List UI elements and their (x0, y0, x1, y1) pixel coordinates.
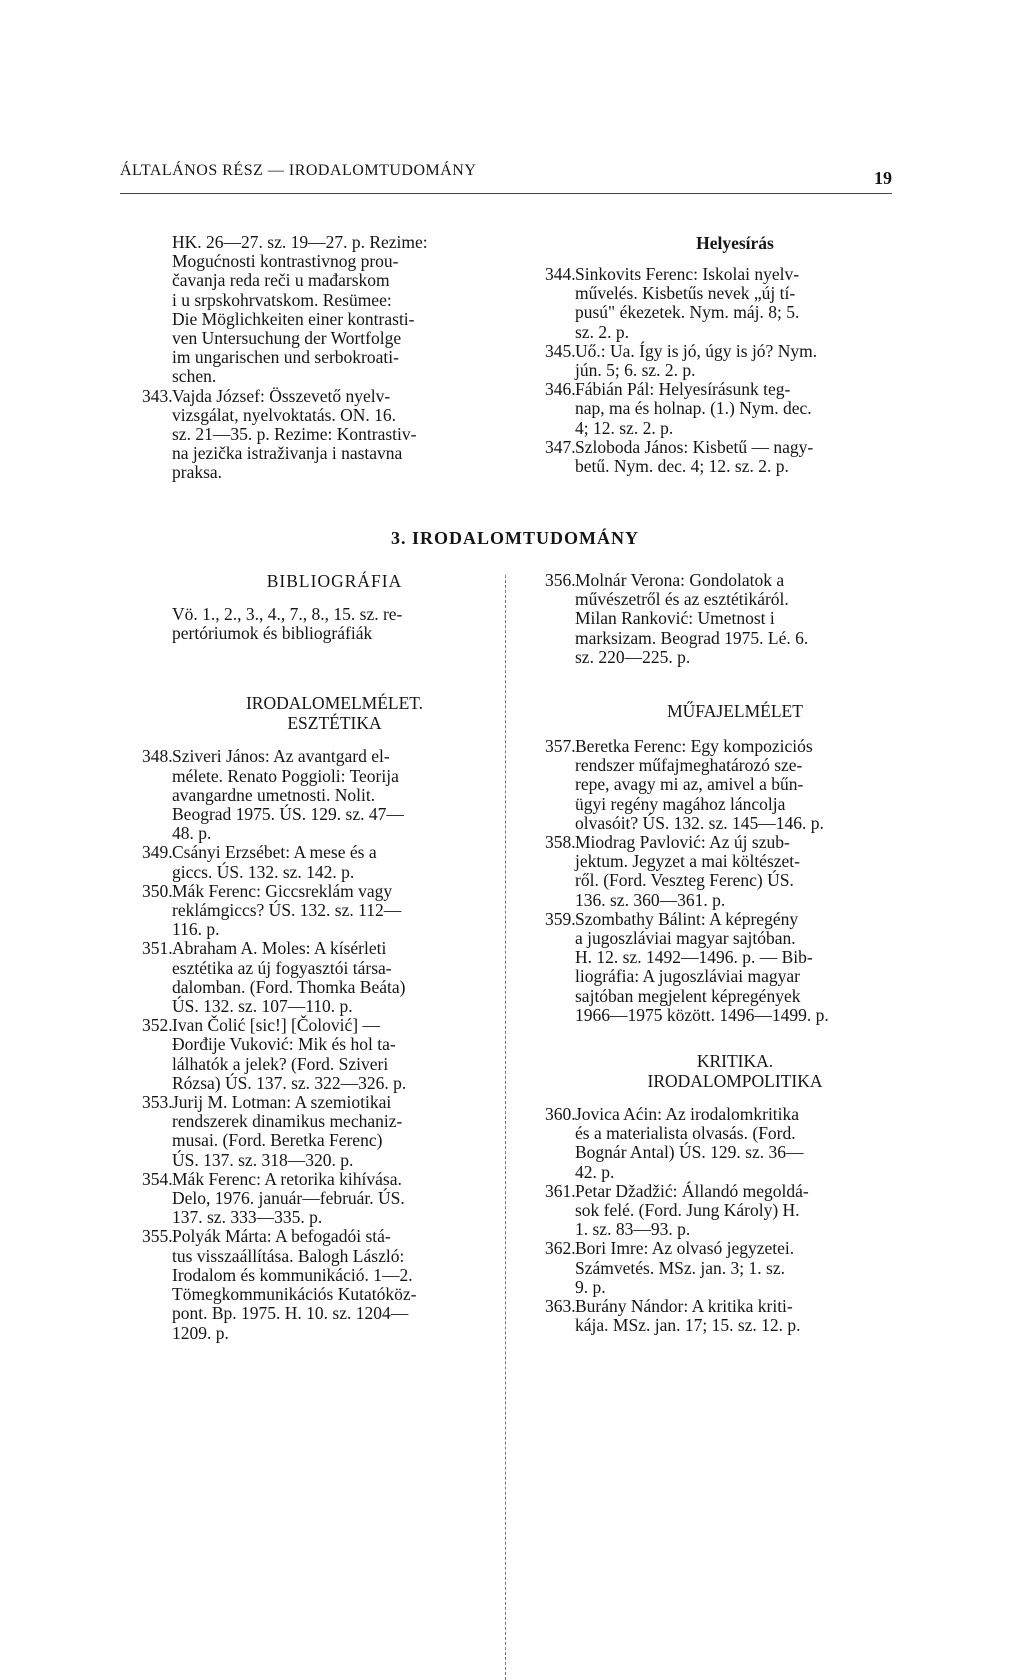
entry-number: 352. (142, 1015, 173, 1036)
top-right-column (545, 233, 895, 477)
entry-number: 357. (545, 736, 576, 757)
text-line: Fábián Pál: Helyesírásunk teg- (575, 379, 791, 400)
text-line: sok felé. (Ford. Jung Károly) H. (575, 1200, 800, 1221)
text-line: schen. (172, 366, 217, 387)
text-line: HK. 26—27. sz. 19—27. p. Rezime: (172, 232, 428, 252)
bibliography-entry (142, 842, 497, 882)
text-line: tus visszaállítása. Balogh László: (172, 1245, 405, 1266)
text-line: Tömegkommunikációs Kutatóköz- (172, 1284, 417, 1305)
entry-number: 348. (142, 746, 173, 767)
text-line: Szloboda János: Kisbetű — nagy- (575, 436, 814, 457)
bibliography-entry (545, 1238, 895, 1297)
entry-343 (142, 385, 497, 483)
text-line: Mák Ferenc: A retorika kihívása. (172, 1168, 402, 1189)
text-line: 42. p. (575, 1161, 615, 1182)
text-line: Irodalom és kommunikáció. 1—2. (172, 1264, 413, 1285)
kritika-heading (575, 1051, 895, 1091)
top-left-column (142, 232, 497, 483)
text-line: im ungarischen und serbokroati- (172, 347, 399, 368)
text-line: lálhatók a jelek? (Ford. Sziveri (172, 1053, 389, 1074)
text-line: Jovica Aćin: Az irodalomkritika (575, 1104, 800, 1125)
bibliography-entry (545, 1180, 895, 1240)
bibliography-entry (142, 1226, 497, 1343)
irodalomelmelet-entries (142, 746, 497, 1343)
text-line: H. 12. sz. 1492—1496. p. — Bib- (575, 947, 813, 968)
text-line: čavanja reda reči u mađarskom (172, 270, 390, 291)
text-line: nap, ma és holnap. (1.) Nym. dec. (575, 398, 812, 419)
text-line: Mák Ferenc: Giccsreklám vagy (172, 880, 393, 901)
text-line: Abraham A. Moles: A kísérleti (172, 938, 387, 959)
bibliography-entry (545, 436, 895, 477)
text-line: reklámgiccs? ÚS. 132. sz. 112— (172, 900, 402, 921)
text-line: pont. Bp. 1975. H. 10. sz. 1204— (172, 1303, 409, 1324)
text-line: betű. Nym. dec. 4; 12. sz. 2. p. (575, 456, 789, 477)
text-line: Bognár Antal) ÚS. 129. sz. 36— (575, 1142, 804, 1163)
text-line: giccs. ÚS. 132. sz. 142. p. (172, 861, 355, 882)
bibliography-entry (142, 1168, 497, 1228)
entry-number: 361. (545, 1180, 576, 1201)
text-line: repe, avagy mi az, amivel a bűn- (575, 774, 804, 795)
mufajelmelet-heading: MŰFAJELMÉLET (667, 701, 803, 722)
text-line: na jezička istraživanja i nastavna (172, 443, 403, 464)
text-line: ügyi regény magához láncolja (575, 793, 786, 814)
entry-number: 349. (142, 842, 173, 863)
text-line: Đorđije Vuković: Mik és hol ta- (172, 1034, 396, 1055)
heading-line: IRODALOMPOLITIKA (647, 1071, 823, 1092)
text-line: művészetről és az esztétikáról. (575, 589, 789, 610)
text-line: Miodrag Pavlović: Az új szub- (575, 832, 790, 853)
lower-left-column (142, 571, 497, 1343)
text-line: pertóriumok és bibliográfiák (172, 623, 373, 644)
text-line: Bori Imre: Az olvasó jegyzetei. (575, 1238, 795, 1259)
entry-number: 353. (142, 1092, 173, 1113)
bibliography-entry (142, 1015, 497, 1093)
text-line: pusú" ékezetek. Nym. máj. 8; 5. (575, 302, 800, 323)
entry-number: 355. (142, 1226, 173, 1247)
text-line: Sziveri János: Az avantgard el- (172, 746, 390, 767)
bibliography-entry (142, 1092, 497, 1170)
mufajelmelet-entries (545, 736, 895, 1025)
text-line: Vö. 1., 2., 3., 4., 7., 8., 15. sz. re- (172, 604, 403, 624)
text-line: olvasóit? ÚS. 132. sz. 145—146. p. (575, 812, 824, 833)
entry-number: 363. (545, 1296, 576, 1317)
heading-line: IRODALOMELMÉLET. (245, 693, 424, 714)
bibliography-entry (142, 938, 497, 1017)
text-line: ről. (Ford. Veszteg Ferenc) ÚS. (575, 870, 794, 891)
text-line: rendszerek dinamikus mechaniz- (172, 1111, 403, 1132)
text-line: Polyák Márta: A befogadói stá- (172, 1226, 391, 1247)
header-rule (120, 193, 892, 194)
text-line: Die Möglichkeiten einer kontrasti- (172, 308, 415, 329)
bibliography-entry (545, 264, 895, 342)
text-line: esztétika az új fogyasztói társa- (172, 957, 392, 978)
helyesiras-entries (545, 264, 895, 477)
entry-number: 347. (545, 436, 576, 457)
text-line: Molnár Verona: Gondolatok a (575, 570, 785, 590)
bibliography-entry (545, 1104, 895, 1182)
bibliography-entry (545, 379, 895, 438)
text-line: marksizam. Beograd 1975. Lé. 6. (575, 627, 809, 648)
text-line: 1. sz. 83—93. p. (575, 1219, 691, 1240)
text-line: vizsgálat, nyelvoktatás. ON. 16. (172, 404, 397, 425)
text-line: és a materialista olvasás. (Ford. (575, 1123, 796, 1144)
text-line: 137. sz. 333—335. p. (172, 1207, 323, 1228)
bibliografia-heading: BIBLIOGRÁFIA (266, 571, 403, 591)
text-line: mélete. Renato Poggioli: Teorija (172, 765, 399, 786)
text-line: Beograd 1975. ÚS. 129. sz. 47— (172, 804, 404, 825)
text-line: ÚS. 137. sz. 318—320. p. (172, 1149, 354, 1170)
entry-number: 360. (545, 1104, 576, 1125)
text-line: sz. 220—225. p. (575, 646, 691, 667)
continued-entry (172, 233, 497, 387)
text-line: 1209. p. (172, 1322, 229, 1343)
text-line: ÚS. 132. sz. 107—110. p. (172, 996, 353, 1017)
bibliography-entry (545, 736, 895, 833)
text-line: rendszer műfajmeghatározó sze- (575, 755, 803, 776)
irodalomelmelet-heading (172, 693, 497, 733)
text-line: ven Untersuchung der Wortfolge (172, 328, 402, 349)
text-line: 1966—1975 között. 1496—1499. p. (575, 1004, 829, 1025)
text-line: sz. 21—35. p. Rezime: Kontrastiv- (172, 424, 417, 445)
text-line: Rózsa) ÚS. 137. sz. 322—326. p. (172, 1072, 407, 1093)
text-line: liográfia: A jugoszláviai magyar (575, 966, 801, 987)
bibliography-entry (545, 1296, 895, 1336)
text-line: 9. p. (575, 1276, 606, 1297)
page-number: 19 (874, 168, 892, 188)
text-line: Burány Nándor: A kritika kriti- (575, 1296, 793, 1317)
text-line: Beretka Ferenc: Egy kompoziciós (575, 736, 813, 757)
text-line: Vajda József: Összevető nyelv- (172, 385, 391, 406)
text-line: Csányi Erzsébet: A mese és a (172, 842, 377, 863)
entry-number: 351. (142, 938, 173, 959)
text-line: Milan Ranković: Umetnost i (575, 608, 775, 629)
helyesiras-heading: Helyesírás (696, 233, 774, 253)
text-line: a jugoszláviai magyar sajtóban. (575, 928, 796, 949)
text-line: jún. 5; 6. sz. 2. p. (575, 360, 696, 381)
lower-right-column (545, 570, 895, 1336)
entry-number: 343. (142, 385, 173, 406)
text-line: Számvetés. MSz. jan. 3; 1. sz. (575, 1257, 785, 1278)
entry-number: 356. (545, 570, 576, 590)
text-line: i u srpskohrvatskom. Resümee: (172, 289, 392, 310)
bibliography-entry (545, 832, 895, 910)
running-head: ÁLTALÁNOS RÉSZ — IRODALOMTUDOMÁNY (120, 162, 477, 179)
text-line: Uő.: Ua. Így is jó, úgy is jó? Nym. (575, 340, 818, 361)
text-line: jektum. Jegyzet a mai költészet- (575, 851, 800, 872)
text-line: 48. p. (172, 823, 212, 844)
section-title: 3. IRODALOMTUDOMÁNY (391, 528, 639, 548)
entry-number: 344. (545, 264, 576, 284)
text-line: Sinkovits Ferenc: Iskolai nyelv- (575, 264, 800, 284)
text-line: Jurij M. Lotman: A szemiotikai (172, 1092, 392, 1113)
text-line: avangardne umetnosti. Nolit. (172, 784, 376, 805)
entry-356 (545, 570, 895, 667)
bibliography-entry (142, 880, 497, 940)
text-line: musai. (Ford. Beretka Ferenc) (172, 1130, 383, 1151)
text-line: kája. MSz. jan. 17; 15. sz. 12. p. (575, 1315, 801, 1336)
bibliography-entry (142, 746, 497, 844)
heading-line: ESZTÉTIKA (287, 713, 382, 734)
entry-number: 350. (142, 880, 173, 901)
text-line: Szombathy Bálint: A képregény (575, 908, 799, 929)
text-line: Delo, 1976. január—február. ÚS. (172, 1188, 405, 1209)
text-line: praksa. (172, 462, 223, 483)
entry-number: 346. (545, 379, 576, 400)
text-line: dalomban. (Ford. Thomka Beáta) (172, 976, 406, 997)
column-divider (505, 575, 506, 1680)
heading-line: KRITIKA. (696, 1051, 774, 1072)
text-line: Ivan Čolić [sic!] [Čolović] — (172, 1015, 381, 1036)
text-line: művelés. Kisbetűs nevek „új tí- (575, 283, 796, 304)
entry-number: 345. (545, 340, 576, 361)
text-line: sajtóban megjelent képregények (575, 985, 801, 1006)
entry-number: 362. (545, 1238, 576, 1259)
text-line: Petar Džadžić: Állandó megoldá- (575, 1180, 809, 1201)
entry-number: 358. (545, 832, 576, 853)
text-line: Mogućnosti kontrastivnog prou- (172, 251, 399, 272)
text-line: sz. 2. p. (575, 321, 629, 342)
page-header (120, 160, 892, 188)
bibliography-entry (545, 340, 895, 381)
kritika-entries (545, 1104, 895, 1336)
text-line: 136. sz. 360—361. p. (575, 889, 726, 910)
text-line: 116. p. (172, 919, 220, 940)
entry-number: 354. (142, 1168, 173, 1189)
bibliography-entry (545, 908, 895, 1025)
entry-number: 359. (545, 908, 576, 929)
text-line: 4; 12. sz. 2. p. (575, 417, 674, 438)
